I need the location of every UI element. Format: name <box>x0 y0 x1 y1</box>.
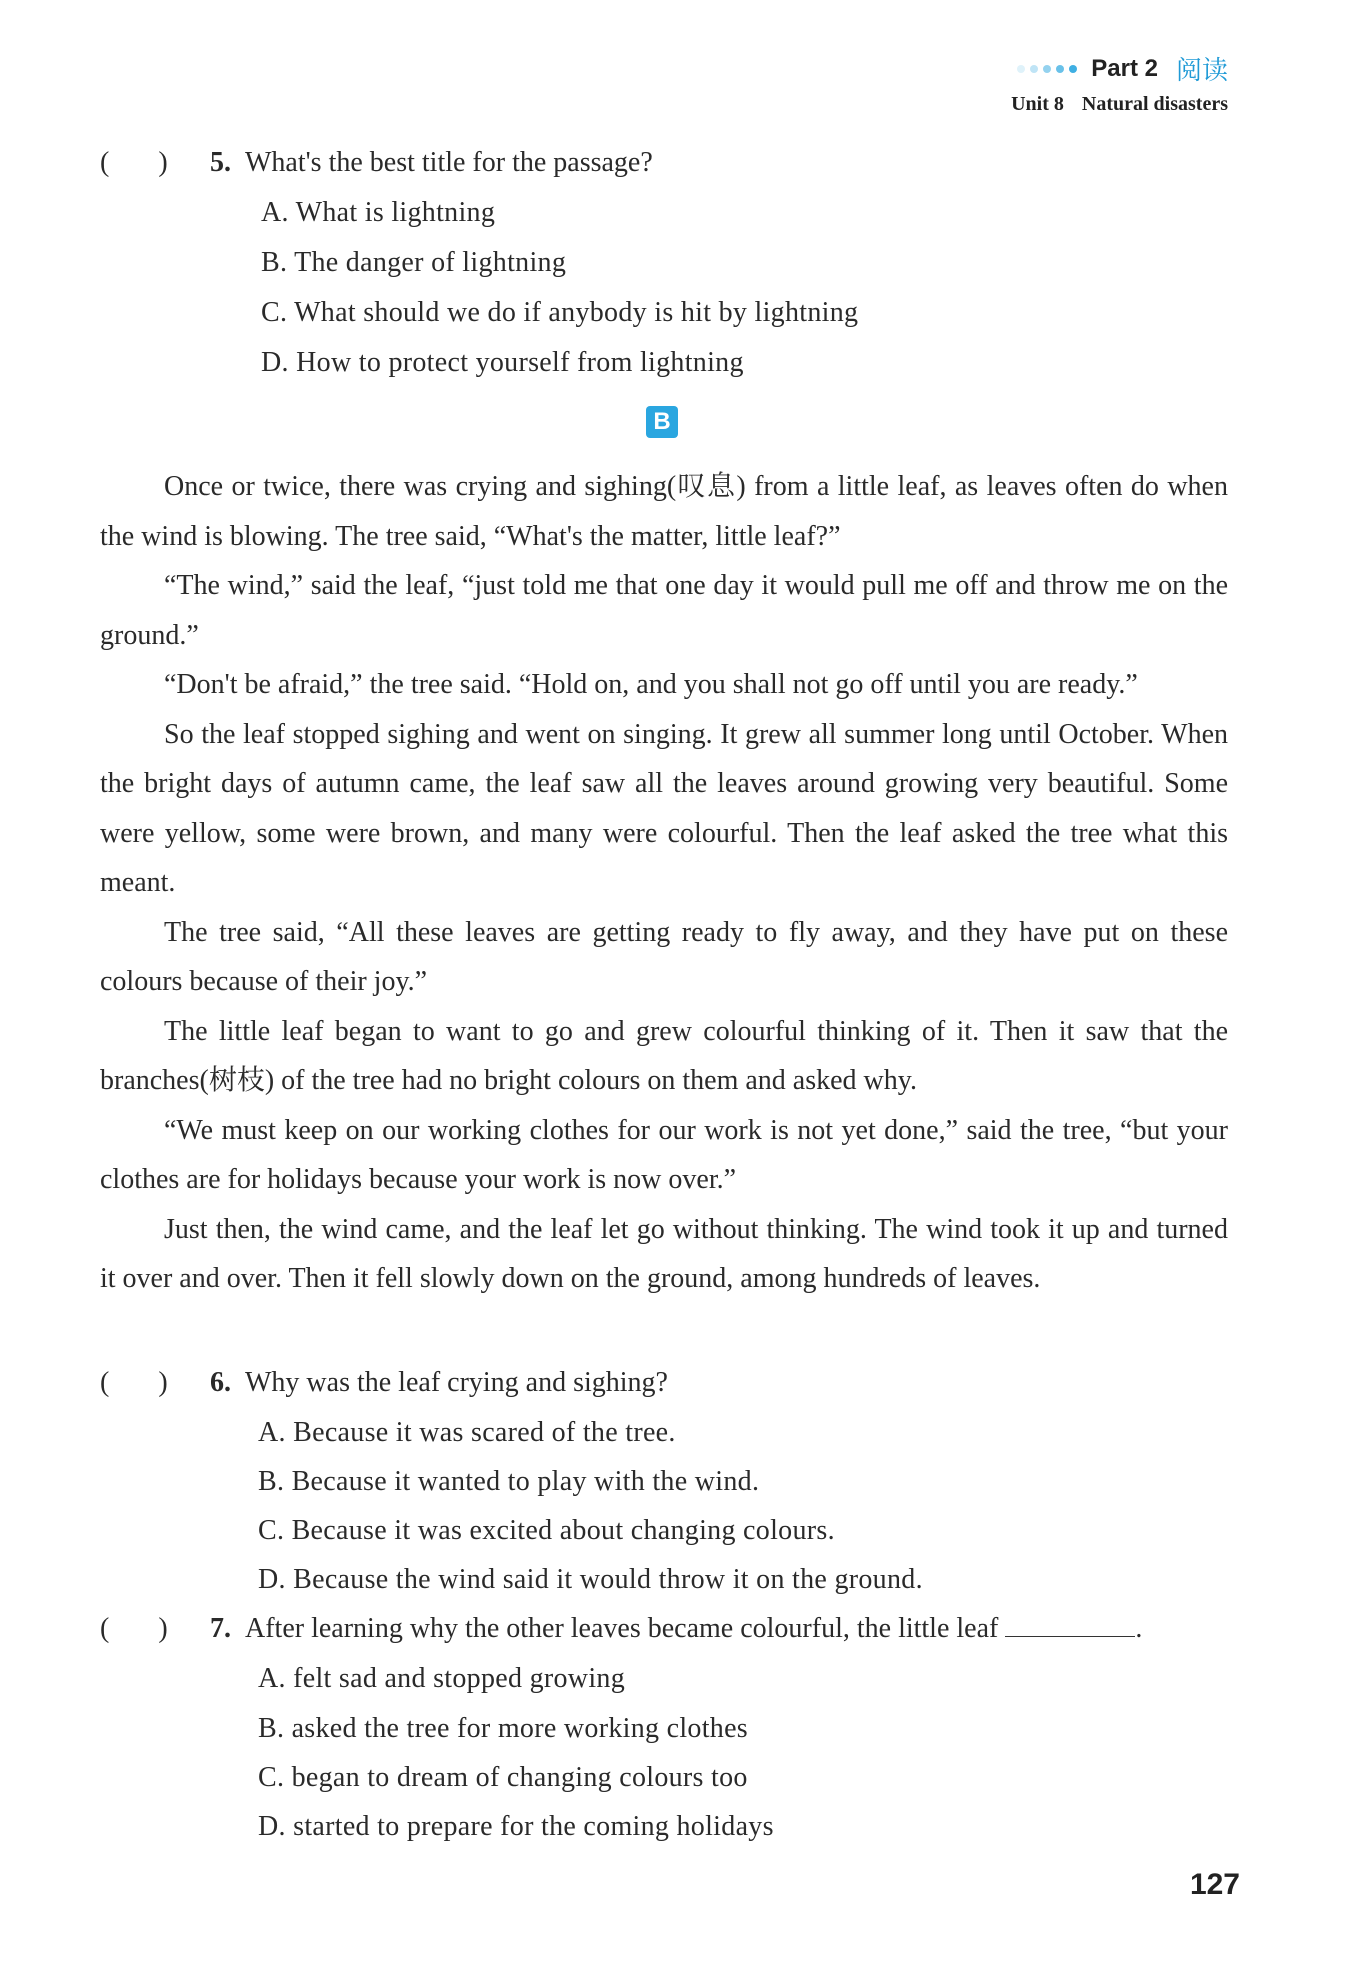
passage-paragraph: Once or twice, there was crying and sighing(叹息) from a little leaf, as leaves often do when the wind is blowing. The tree said, “What's the matter, little leaf?” <box>100 471 1228 552</box>
answer-paren[interactable]: ( ) <box>100 147 168 178</box>
question-number: 6. <box>210 1367 231 1398</box>
question-text: Why was the leaf crying and sighing? <box>245 1367 668 1398</box>
q6-option-a: A. Because it was scared of the tree. <box>258 1417 676 1448</box>
passage-paragraph: So the leaf stopped sighing and went on singing. It grew all summer long until October. When the bright days of autumn came, the leaf saw all the leaves around growing very beautiful. Some were yellow, some were brown, and many were colourful. Then the leaf asked the tree what this meant. <box>100 718 1228 898</box>
answer-paren[interactable]: ( ) <box>100 1367 168 1398</box>
unit-title: Natural disasters <box>1081 93 1228 115</box>
question-number: 5. <box>210 147 231 178</box>
q5-option-c: C. What should we do if anybody is hit by lightning <box>261 297 859 328</box>
passage-paragraph: “Don't be afraid,” the tree said. “Hold on, and you shall not go off until you are ready.” <box>164 669 1138 700</box>
q7-option-c: C. began to dream of changing colours too <box>258 1762 748 1793</box>
question-end-punct: . <box>1135 1613 1143 1644</box>
reading-passage <box>100 462 1228 1304</box>
header-part-line <box>1011 50 1228 87</box>
unit-line <box>1011 93 1228 116</box>
q7-option-d: D. started to prepare for the coming holidays <box>258 1811 774 1842</box>
passage-paragraph: The tree said, “All these leaves are getting ready to fly away, and they have put on these colours because of their joy.” <box>100 916 1228 997</box>
passage-paragraph: Just then, the wind came, and the leaf let go without thinking. The wind took it up and turned it over and over. Then it fell slowly down on the ground, among hundreds of leaves. <box>100 1213 1228 1294</box>
passage-paragraph: The little leaf began to want to go and grew colourful thinking of it. Then it saw that the branches(树枝) of the tree had no bright colours on them and asked why. <box>100 1015 1228 1096</box>
answer-blank[interactable] <box>1005 1614 1135 1637</box>
question-text: What's the best title for the passage? <box>245 147 653 178</box>
page-header <box>1011 50 1228 116</box>
q5-option-d: D. How to protect yourself from lightning <box>261 347 744 378</box>
unit-label: Unit 8 <box>1011 93 1064 115</box>
section-b-badge: B <box>646 406 678 438</box>
question-7 <box>100 1604 1142 1654</box>
q6-option-c: C. Because it was excited about changing colours. <box>258 1515 835 1546</box>
answer-paren[interactable]: ( ) <box>100 1613 168 1644</box>
q6-option-b: B. Because it wanted to play with the wind. <box>258 1466 760 1497</box>
question-6 <box>100 1358 668 1408</box>
passage-paragraph: “The wind,” said the leaf, “just told me that one day it would pull me off and throw me on the ground.” <box>100 570 1228 651</box>
passage-paragraph: “We must keep on our working clothes for our work is not yet done,” said the tree, “but your clothes are for holidays because your work is now over.” <box>100 1114 1228 1195</box>
q7-option-b: B. asked the tree for more working clothes <box>258 1713 749 1744</box>
q5-option-b: B. The danger of lightning <box>261 247 567 278</box>
q7-option-a: A. felt sad and stopped growing <box>258 1663 626 1694</box>
question-5 <box>100 138 653 188</box>
header-dots-decoration <box>1017 65 1077 73</box>
question-number: 7. <box>210 1613 231 1644</box>
q5-option-a: A. What is lightning <box>261 197 496 228</box>
part-cn-label: 阅读 <box>1175 56 1228 86</box>
part-label: Part 2 <box>1091 54 1158 82</box>
question-text: After learning why the other leaves became colourful, the little leaf <box>245 1613 999 1644</box>
page-number: 127 <box>1189 1868 1240 1901</box>
q6-option-d: D. Because the wind said it would throw it on the ground. <box>258 1564 923 1595</box>
